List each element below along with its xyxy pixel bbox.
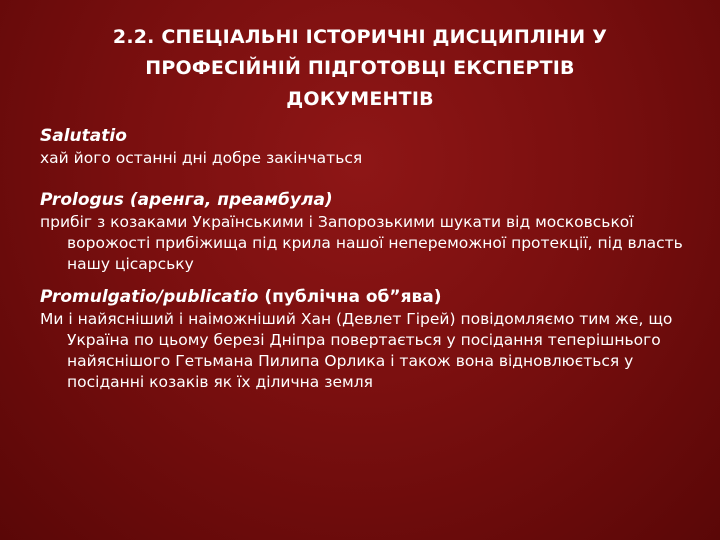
title-line-3: ДОКУМЕНТІВ (286, 88, 434, 110)
section-heading-promulgatio (40, 285, 700, 309)
section-heading-prologus: Prologus (аренга, преамбула) (40, 190, 333, 210)
section-heading-salutatio: Salutatio (40, 126, 127, 146)
title-line-1: 2.2. СПЕЦІАЛЬНІ ІСТОРИЧНІ ДИСЦИПЛІНИ У (112, 26, 608, 48)
slide-body (40, 124, 700, 393)
promulgatio-heading-main: Promulgatio/publicatio (40, 287, 259, 307)
slide-title (40, 22, 680, 115)
spacer (40, 169, 700, 188)
title-line-2: ПРОФЕСІЙНІЙ ПІДГОТОВЦІ ЕКСПЕРТІВ (145, 57, 575, 79)
section-text-salutatio: хай його останні дні добре закінчаться (40, 149, 363, 167)
spacer (40, 275, 700, 285)
section-text-promulgatio: Ми і найясніший і наіможніший Хан (Девлет Гірей) повідомляємо тим же, що Україна по цьому березі Дніпра повертається у посідання теперішнього найяснішого Гетьмана Пилипа Орлика і також вона відновлюється у посіданні козаків як їх ділична земля (40, 310, 673, 391)
section-text-prologus: прибіг з козаками Українськими і Запорозькими шукати від московської ворожості прибіжища під крила нашої непереможної протекції, під власть нашу цісарську (40, 213, 683, 273)
promulgatio-heading-suffix: (публічна об”ява) (258, 287, 442, 307)
